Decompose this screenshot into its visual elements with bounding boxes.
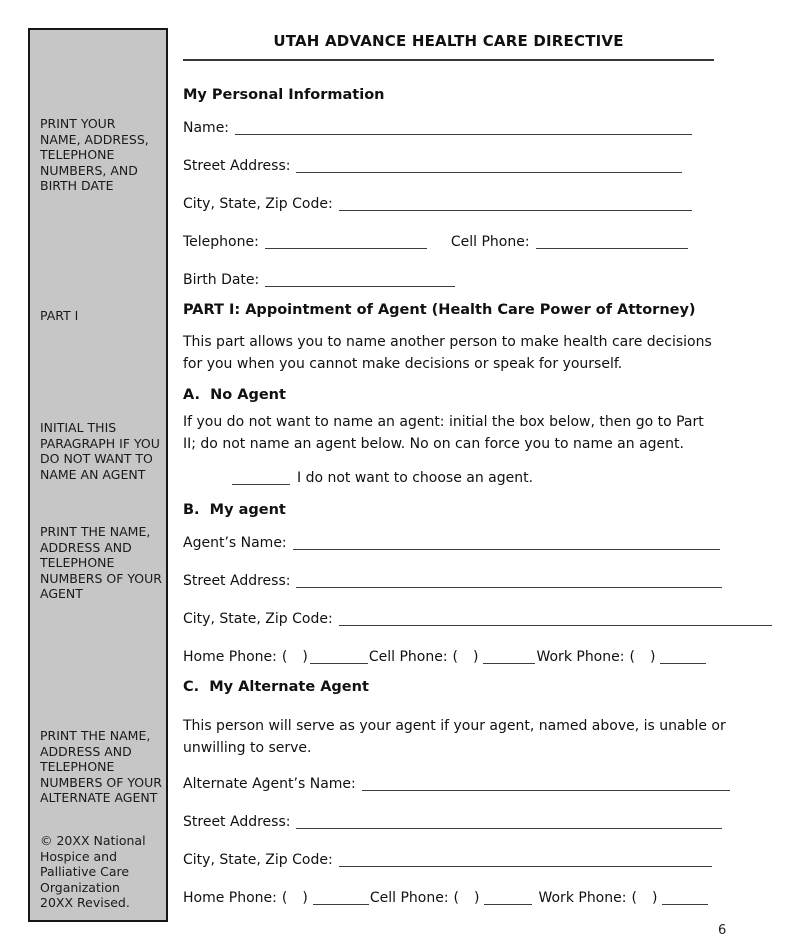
telephone-input-line[interactable]: [265, 247, 427, 249]
no-agent-initials-line[interactable]: [232, 483, 290, 485]
form-row: [183, 231, 775, 250]
agent-work-phone-input-line[interactable]: [660, 662, 706, 664]
form-row: [183, 155, 775, 174]
form-row: [183, 849, 775, 868]
sidebar-copyright: © 20XX National Hospice and Palliative Care Organization 20XX Revised.: [40, 833, 146, 910]
sidebar-note-agent-info: PRINT THE NAME, ADDRESS AND TELEPHONE NUMBERS OF YOUR AGENT: [40, 524, 162, 601]
alternate-city-input-line[interactable]: [339, 865, 712, 867]
sidebar-note-initial-paragraph: INITIAL THIS PARAGRAPH IF YOU DO NOT WANT TO NAME AN AGENT: [40, 420, 160, 482]
section-a-paragraph: If you do not want to name an agent: initial the box below, then go to Part II; do not name an agent below. No on can force you to name an agent.: [183, 414, 704, 452]
city-state-zip-input-line[interactable]: [339, 209, 692, 211]
section-b-heading: B. My agent: [183, 502, 286, 518]
form-row: [183, 773, 775, 792]
alternate-street-label: Street Address:: [183, 814, 291, 830]
alternate-cell-phone-input-line[interactable]: [484, 903, 532, 905]
close-paren: ): [474, 890, 480, 906]
agent-cell-phone-label: Cell Phone:: [368, 649, 448, 665]
part1-heading: PART I: Appointment of Agent (Health Care Power of Attorney): [183, 302, 696, 318]
alternate-agent-name-input-line[interactable]: [362, 789, 730, 791]
section-c-heading: C. My Alternate Agent: [183, 679, 369, 695]
form-body: [183, 28, 775, 906]
agent-cell-phone-input-line[interactable]: [483, 662, 535, 664]
cell-phone-input-line[interactable]: [536, 247, 688, 249]
close-paren: ): [302, 649, 308, 665]
agent-city-input-line[interactable]: [339, 624, 772, 626]
alternate-cell-phone-label: Cell Phone:: [369, 890, 449, 906]
form-row: [183, 467, 775, 486]
form-row: [183, 532, 775, 551]
open-paren: (: [452, 649, 458, 665]
document-title: UTAH ADVANCE HEALTH CARE DIRECTIVE: [183, 28, 714, 61]
street-address-label: Street Address:: [183, 158, 291, 174]
form-row: [183, 193, 775, 212]
agent-street-label: Street Address:: [183, 573, 291, 589]
agent-name-label: Agent’s Name:: [183, 535, 287, 551]
alternate-home-phone-label: Home Phone:: [183, 890, 277, 906]
open-paren: (: [629, 649, 635, 665]
agent-home-phone-input-line[interactable]: [310, 662, 368, 664]
alternate-home-phone-input-line[interactable]: [313, 903, 369, 905]
alternate-work-phone-input-line[interactable]: [662, 903, 708, 905]
name-label: Name:: [183, 120, 230, 136]
form-row: [183, 570, 775, 589]
open-paren: (: [631, 890, 637, 906]
form-row: [183, 117, 775, 136]
agent-work-phone-label: Work Phone:: [536, 649, 625, 665]
agent-city-label: City, State, Zip Code:: [183, 611, 333, 627]
cell-phone-label: Cell Phone:: [450, 234, 530, 250]
page-number-partial: [718, 923, 732, 938]
open-paren: (: [281, 649, 288, 665]
close-paren: ): [651, 890, 658, 906]
alternate-work-phone-label: Work Phone:: [538, 890, 627, 906]
form-row: [183, 646, 775, 665]
form-row: [183, 269, 775, 288]
name-input-line[interactable]: [235, 133, 692, 135]
close-paren: ): [302, 890, 308, 906]
section-c-paragraph: This person will serve as your agent if your agent, named above, is unable or unwilling to serve.: [183, 718, 726, 756]
form-row: [183, 608, 775, 627]
birth-date-input-line[interactable]: [265, 285, 455, 287]
page-number-glyph: 6: [718, 923, 727, 938]
sidebar-note-part1: PART I: [40, 308, 79, 323]
alternate-agent-name-label: Alternate Agent’s Name:: [183, 776, 356, 792]
city-state-zip-label: City, State, Zip Code:: [183, 196, 333, 212]
agent-street-input-line[interactable]: [296, 586, 722, 588]
open-paren: (: [281, 890, 288, 906]
part1-intro-paragraph: This part allows you to name another person to make health care decisions for you when you cannot make decisions or speak for yourself.: [183, 334, 712, 372]
telephone-label: Telephone:: [183, 234, 259, 250]
sidebar-note-alternate-agent-info: PRINT THE NAME, ADDRESS AND TELEPHONE NUMBERS OF YOUR ALTERNATE AGENT: [40, 728, 162, 805]
close-paren: ): [473, 649, 479, 665]
instruction-sidebar: [28, 28, 168, 922]
form-row: [183, 811, 775, 830]
alternate-street-input-line[interactable]: [296, 827, 722, 829]
section-a-heading: A. No Agent: [183, 387, 286, 403]
open-paren: (: [453, 890, 459, 906]
no-agent-statement: I do not want to choose an agent.: [297, 470, 534, 486]
agent-name-input-line[interactable]: [293, 548, 720, 550]
street-address-input-line[interactable]: [296, 171, 682, 173]
birth-date-label: Birth Date:: [183, 272, 260, 288]
form-row: [183, 887, 775, 906]
agent-home-phone-label: Home Phone:: [183, 649, 277, 665]
close-paren: ): [649, 649, 656, 665]
personal-info-heading: My Personal Information: [183, 87, 385, 103]
sidebar-note-personal-info: PRINT YOUR NAME, ADDRESS, TELEPHONE NUMBERS, AND BIRTH DATE: [40, 116, 149, 193]
alternate-city-label: City, State, Zip Code:: [183, 852, 333, 868]
